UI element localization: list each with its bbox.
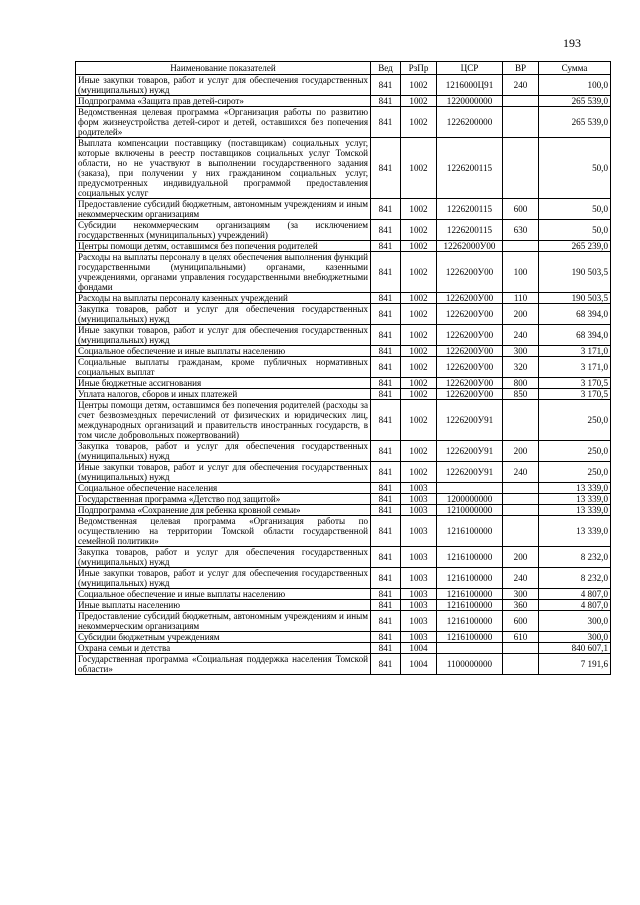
cell-name: Уплата налогов, сборов и иных платежей — [76, 389, 371, 400]
cell-csr: 1226200115 — [437, 220, 503, 241]
cell-ved: 841 — [371, 199, 401, 220]
cell-csr: 12262000У00 — [437, 241, 503, 252]
table-row — [76, 643, 611, 654]
cell-csr: 1226200У00 — [437, 357, 503, 378]
table-row — [76, 600, 611, 611]
cell-ved: 841 — [371, 138, 401, 199]
cell-ved: 841 — [371, 611, 401, 632]
cell-rzpr: 1002 — [401, 241, 437, 252]
cell-name: Ведомственная целевая программа «Организация работы по осуществлению на территории Томской области государственной семейной политики» — [76, 516, 371, 547]
cell-vr: 240 — [503, 75, 539, 96]
cell-sum: 4 807,0 — [539, 600, 611, 611]
cell-csr: 1226200У91 — [437, 462, 503, 483]
cell-csr: 1216100000 — [437, 516, 503, 547]
cell-sum: 3 171,0 — [539, 346, 611, 357]
table-row — [76, 516, 611, 547]
cell-csr: 1216100000 — [437, 611, 503, 632]
cell-rzpr: 1002 — [401, 304, 437, 325]
cell-ved: 841 — [371, 441, 401, 462]
cell-csr: 1226200У91 — [437, 400, 503, 441]
cell-ved: 841 — [371, 505, 401, 516]
cell-name: Подпрограмма «Сохранение для ребенка кровной семьи» — [76, 505, 371, 516]
cell-csr: 1226200115 — [437, 199, 503, 220]
cell-sum: 100,0 — [539, 75, 611, 96]
table-row — [76, 632, 611, 643]
cell-ved: 841 — [371, 632, 401, 643]
cell-rzpr: 1002 — [401, 96, 437, 107]
cell-vr: 320 — [503, 357, 539, 378]
cell-vr — [503, 654, 539, 675]
table-row — [76, 252, 611, 293]
cell-rzpr: 1003 — [401, 568, 437, 589]
table-row — [76, 483, 611, 494]
table-row — [76, 357, 611, 378]
cell-name: Субсидии некоммерческим организациям (за исключением государственных (муниципальных) учреждений) — [76, 220, 371, 241]
cell-ved: 841 — [371, 568, 401, 589]
cell-ved: 841 — [371, 325, 401, 346]
cell-sum: 13 339,0 — [539, 505, 611, 516]
cell-csr: 1226200У00 — [437, 378, 503, 389]
cell-sum: 68 394,0 — [539, 325, 611, 346]
cell-name: Предоставление субсидий бюджетным, автономным учреждениям и иным некоммерческим организациям — [76, 199, 371, 220]
cell-name: Государственная программа «Детство под защитой» — [76, 494, 371, 505]
table-row — [76, 199, 611, 220]
cell-ved: 841 — [371, 107, 401, 138]
cell-ved: 841 — [371, 400, 401, 441]
cell-rzpr: 1002 — [401, 357, 437, 378]
cell-vr: 610 — [503, 632, 539, 643]
cell-rzpr: 1002 — [401, 220, 437, 241]
cell-vr: 240 — [503, 325, 539, 346]
cell-ved: 841 — [371, 654, 401, 675]
cell-name: Закупка товаров, работ и услуг для обеспечения государственных (муниципальных) нужд — [76, 441, 371, 462]
cell-rzpr: 1002 — [401, 293, 437, 304]
cell-vr: 240 — [503, 462, 539, 483]
cell-name: Центры помощи детям, оставшимся без попечения родителей (расходы за счет безвозмездных перечислений от физических и юридических лиц, международных организаций и правительств иностранных государств, в том числе добровольных пожертвований) — [76, 400, 371, 441]
column-header-name: Наименование показателей — [76, 62, 371, 75]
cell-csr: 1216100000 — [437, 568, 503, 589]
table-row — [76, 96, 611, 107]
cell-csr: 1226200У00 — [437, 325, 503, 346]
column-header-sum: Сумма — [539, 62, 611, 75]
cell-sum: 50,0 — [539, 199, 611, 220]
cell-name: Предоставление субсидий бюджетным, автономным учреждениям и иным некоммерческим организациям — [76, 611, 371, 632]
cell-rzpr: 1003 — [401, 632, 437, 643]
cell-sum: 265 539,0 — [539, 107, 611, 138]
cell-rzpr: 1002 — [401, 462, 437, 483]
cell-rzpr: 1002 — [401, 138, 437, 199]
cell-csr: 1226200У91 — [437, 441, 503, 462]
cell-ved: 841 — [371, 293, 401, 304]
table-row — [76, 220, 611, 241]
cell-vr: 300 — [503, 346, 539, 357]
cell-ved: 841 — [371, 378, 401, 389]
cell-name: Социальное обеспечение населения — [76, 483, 371, 494]
cell-rzpr: 1004 — [401, 643, 437, 654]
cell-sum: 250,0 — [539, 462, 611, 483]
cell-name: Иные закупки товаров, работ и услуг для обеспечения государственных (муниципальных) нужд — [76, 568, 371, 589]
cell-csr: 1216000Ц91 — [437, 75, 503, 96]
cell-rzpr: 1003 — [401, 600, 437, 611]
cell-sum: 3 170,5 — [539, 389, 611, 400]
cell-csr: 1210000000 — [437, 505, 503, 516]
table-row — [76, 505, 611, 516]
cell-name: Охрана семьи и детства — [76, 643, 371, 654]
cell-name: Социальное обеспечение и иные выплаты населению — [76, 346, 371, 357]
cell-name: Государственная программа «Социальная поддержка населения Томской области» — [76, 654, 371, 675]
cell-csr: 1200000000 — [437, 494, 503, 505]
cell-name: Выплата компенсации поставщику (поставщикам) социальных услуг, которые включены в реестр поставщиков социальных услуг Томской области, но не участвуют в выполнении государственного задания (заказа), при получении у них гражданином социальных услуг, предусмотренных индивидуальной программой предоставления социальных услуг — [76, 138, 371, 199]
cell-csr: 1226200115 — [437, 138, 503, 199]
table-row — [76, 378, 611, 389]
table-row — [76, 494, 611, 505]
cell-rzpr: 1002 — [401, 441, 437, 462]
cell-csr: 1226200У00 — [437, 252, 503, 293]
cell-name: Центры помощи детям, оставшимся без попечения родителей — [76, 241, 371, 252]
cell-rzpr: 1003 — [401, 494, 437, 505]
cell-rzpr: 1003 — [401, 516, 437, 547]
cell-name: Социальные выплаты гражданам, кроме публичных нормативных социальных выплат — [76, 357, 371, 378]
table-row — [76, 304, 611, 325]
cell-ved: 841 — [371, 643, 401, 654]
cell-csr: 1216100000 — [437, 589, 503, 600]
cell-rzpr: 1004 — [401, 654, 437, 675]
cell-ved: 841 — [371, 547, 401, 568]
cell-name: Иные бюджетные ассигнования — [76, 378, 371, 389]
cell-vr: 240 — [503, 568, 539, 589]
cell-csr: 1216100000 — [437, 547, 503, 568]
column-header-csr: ЦСР — [437, 62, 503, 75]
cell-ved: 841 — [371, 600, 401, 611]
cell-csr: 1226200000 — [437, 107, 503, 138]
cell-name: Иные закупки товаров, работ и услуг для обеспечения государственных (муниципальных) нужд — [76, 325, 371, 346]
cell-rzpr: 1002 — [401, 107, 437, 138]
cell-vr — [503, 107, 539, 138]
cell-sum: 13 339,0 — [539, 516, 611, 547]
table-row — [76, 462, 611, 483]
cell-rzpr: 1002 — [401, 199, 437, 220]
cell-sum: 68 394,0 — [539, 304, 611, 325]
cell-name: Иные закупки товаров, работ и услуг для обеспечения государственных (муниципальных) нужд — [76, 462, 371, 483]
cell-name: Закупка товаров, работ и услуг для обеспечения государственных (муниципальных) нужд — [76, 547, 371, 568]
cell-ved: 841 — [371, 357, 401, 378]
cell-ved: 841 — [371, 304, 401, 325]
table-row — [76, 293, 611, 304]
cell-vr: 110 — [503, 293, 539, 304]
cell-rzpr: 1003 — [401, 505, 437, 516]
cell-ved: 841 — [371, 462, 401, 483]
cell-rzpr: 1003 — [401, 547, 437, 568]
cell-ved: 841 — [371, 516, 401, 547]
cell-ved: 841 — [371, 241, 401, 252]
cell-vr: 630 — [503, 220, 539, 241]
cell-name: Иные закупки товаров, работ и услуг для обеспечения государственных (муниципальных) нужд — [76, 75, 371, 96]
cell-vr — [503, 138, 539, 199]
table-row — [76, 400, 611, 441]
cell-sum: 8 232,0 — [539, 568, 611, 589]
cell-rzpr: 1003 — [401, 611, 437, 632]
cell-sum: 190 503,5 — [539, 293, 611, 304]
cell-name: Социальное обеспечение и иные выплаты населению — [76, 589, 371, 600]
cell-rzpr: 1003 — [401, 589, 437, 600]
table-row — [76, 325, 611, 346]
cell-ved: 841 — [371, 75, 401, 96]
cell-sum: 13 339,0 — [539, 494, 611, 505]
cell-sum: 8 232,0 — [539, 547, 611, 568]
cell-csr: 1226200У00 — [437, 346, 503, 357]
cell-ved: 841 — [371, 494, 401, 505]
cell-vr: 360 — [503, 600, 539, 611]
cell-vr: 200 — [503, 547, 539, 568]
cell-sum: 3 170,5 — [539, 378, 611, 389]
cell-sum: 265 239,0 — [539, 241, 611, 252]
cell-name: Субсидии бюджетным учреждениям — [76, 632, 371, 643]
cell-rzpr: 1002 — [401, 75, 437, 96]
cell-sum: 265 539,0 — [539, 96, 611, 107]
column-header-vr: ВР — [503, 62, 539, 75]
cell-name: Иные выплаты населению — [76, 600, 371, 611]
cell-rzpr: 1003 — [401, 483, 437, 494]
cell-csr: 1226200У00 — [437, 304, 503, 325]
cell-csr: 1216100000 — [437, 632, 503, 643]
cell-vr: 200 — [503, 441, 539, 462]
cell-sum: 7 191,6 — [539, 654, 611, 675]
cell-vr — [503, 241, 539, 252]
table-row — [76, 241, 611, 252]
cell-vr: 100 — [503, 252, 539, 293]
cell-vr — [503, 643, 539, 654]
budget-table — [75, 61, 611, 675]
cell-name: Ведомственная целевая программа «Организация работы по развитию форм жизнеустройства детей-сирот и детей, оставшихся без попечения родителей» — [76, 107, 371, 138]
page-number: 193 — [563, 36, 581, 50]
cell-sum: 300,0 — [539, 611, 611, 632]
cell-csr — [437, 643, 503, 654]
table-row — [76, 441, 611, 462]
cell-rzpr: 1002 — [401, 378, 437, 389]
cell-vr — [503, 483, 539, 494]
table-row — [76, 547, 611, 568]
cell-sum: 4 807,0 — [539, 589, 611, 600]
cell-sum: 840 607,1 — [539, 643, 611, 654]
table-row — [76, 346, 611, 357]
cell-vr: 200 — [503, 304, 539, 325]
cell-vr: 800 — [503, 378, 539, 389]
cell-vr: 600 — [503, 199, 539, 220]
table-row — [76, 611, 611, 632]
table-header-row — [76, 62, 611, 75]
cell-vr: 600 — [503, 611, 539, 632]
cell-vr — [503, 400, 539, 441]
cell-csr — [437, 483, 503, 494]
cell-csr: 1216100000 — [437, 600, 503, 611]
cell-sum: 50,0 — [539, 138, 611, 199]
cell-sum: 50,0 — [539, 220, 611, 241]
cell-ved: 841 — [371, 483, 401, 494]
table-row — [76, 568, 611, 589]
cell-vr — [503, 96, 539, 107]
cell-name: Закупка товаров, работ и услуг для обеспечения государственных (муниципальных) нужд — [76, 304, 371, 325]
cell-name: Расходы на выплаты персоналу казенных учреждений — [76, 293, 371, 304]
cell-sum: 3 171,0 — [539, 357, 611, 378]
cell-csr: 1226200У00 — [437, 389, 503, 400]
cell-sum: 250,0 — [539, 441, 611, 462]
cell-ved: 841 — [371, 220, 401, 241]
cell-sum: 13 339,0 — [539, 483, 611, 494]
table-row — [76, 654, 611, 675]
cell-rzpr: 1002 — [401, 389, 437, 400]
cell-rzpr: 1002 — [401, 252, 437, 293]
cell-rzpr: 1002 — [401, 400, 437, 441]
table-row — [76, 107, 611, 138]
cell-vr — [503, 516, 539, 547]
column-header-rzpr: РзПр — [401, 62, 437, 75]
cell-ved: 841 — [371, 589, 401, 600]
cell-vr: 300 — [503, 589, 539, 600]
cell-vr: 850 — [503, 389, 539, 400]
cell-rzpr: 1002 — [401, 346, 437, 357]
table-row — [76, 138, 611, 199]
table-row — [76, 589, 611, 600]
column-header-ved: Вед — [371, 62, 401, 75]
cell-csr: 1220000000 — [437, 96, 503, 107]
cell-rzpr: 1002 — [401, 325, 437, 346]
cell-name: Подпрограмма «Защита прав детей-сирот» — [76, 96, 371, 107]
cell-csr: 1100000000 — [437, 654, 503, 675]
table-row — [76, 75, 611, 96]
cell-sum: 300,0 — [539, 632, 611, 643]
cell-sum: 190 503,5 — [539, 252, 611, 293]
cell-vr — [503, 494, 539, 505]
cell-vr — [503, 505, 539, 516]
cell-csr: 1226200У00 — [437, 293, 503, 304]
cell-ved: 841 — [371, 389, 401, 400]
table-row — [76, 389, 611, 400]
cell-ved: 841 — [371, 252, 401, 293]
cell-sum: 250,0 — [539, 400, 611, 441]
cell-ved: 841 — [371, 346, 401, 357]
cell-name: Расходы на выплаты персоналу в целях обеспечения выполнения функций государственными (муниципальными) органами, казенными учреждениями, органами управления государственными внебюджетными фондами — [76, 252, 371, 293]
cell-ved: 841 — [371, 96, 401, 107]
